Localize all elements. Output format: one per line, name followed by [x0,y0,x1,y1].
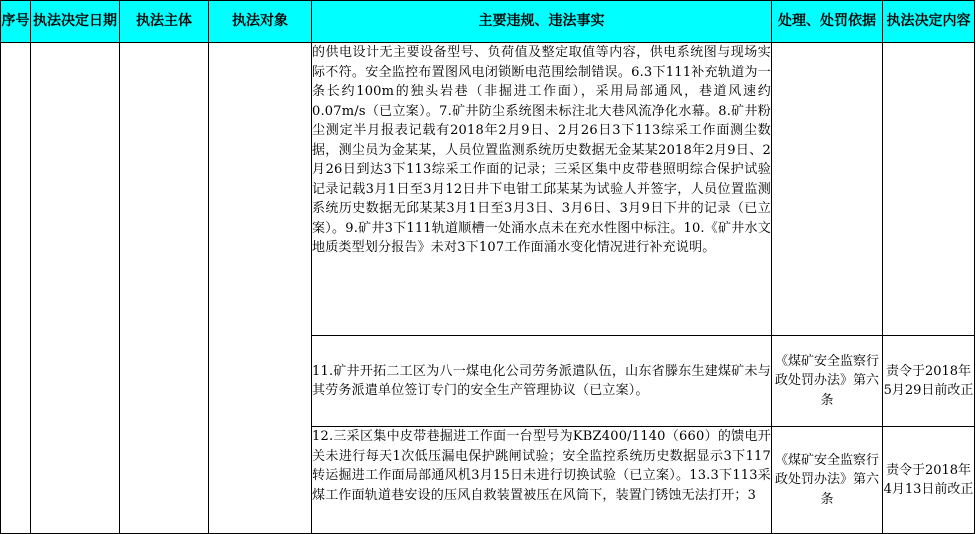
cell-result: 责令于2018年4月13日前改正 [883,427,975,534]
cell-facts: 的供电设计无主要设备型号、负荷值及整定取值等内容，供电系统图与现场实际不符。安全监控布置图风电闭锁断电范围绘制错误。6.3下111补充轨道为一条长约100m的独头岩巷（非掘进工作面），采用局部通风，巷道风速约0.07m/s（已立案）。7.矿井防尘系统图未标注北大巷风流净化水幕。8.矿井粉尘测定半月报表记载有2018年2月9日、2月26日3下113综采工作面测尘数据，测尘员为金某某，人员位置监测系统历史数据无金某某2018年2月9日、2月26日到达3下113综采工作面的记录；三采区集中皮带巷照明综合保护试验记录记载3月1日至3月12日井下电钳工邱某某为试验人并签字，人员位置监测系统历史数据无邱某某3月1日至3月3日、3月6日、3月9日下井的记录（已立案）。9.矿井3下111轨道顺槽一处涌水点未在充水性图中标注。10.《矿井水文地质类型划分报告》未对3下107工作面涌水变化情况进行补充说明。 [312,43,772,336]
cell-basis: 《煤矿安全监察行政处罚办法》第六条 [772,336,883,427]
cell-basis: 《煤矿安全监察行政处罚办法》第六条 [772,427,883,534]
cell-seq [1,43,31,534]
header-seq: 序号 [1,1,31,43]
header-row [1,1,975,43]
cell-facts: 12.三采区集中皮带巷掘进工作面一台型号为KBZ400/1140（660）的馈电开关未进行每天1次低压漏电保护跳闸试验；安全监控系统历史数据显示3下117转运掘进工作面局部通风机3月15日未进行切换试验（已立案）。13.3下113采煤工作面轨道巷安设的压风自救装置被压在风筒下，装置门锈蚀无法打开；3 [312,427,772,534]
cell-subject [120,43,209,534]
cell-date [31,43,120,534]
table-row [1,43,975,336]
header-result: 执法决定内容 [883,1,975,43]
header-basis: 处理、处罚依据 [772,1,883,43]
cell-facts: 11.矿井开拓二工区为八一煤电化公司劳务派遣队伍，山东省滕东生建煤矿未与其劳务派遣单位签订专门的安全生产管理协议（已立案）。 [312,336,772,427]
header-date: 执法决定日期 [31,1,120,43]
cell-basis [772,43,883,336]
header-object: 执法对象 [209,1,312,43]
cell-object [209,43,312,534]
header-subject: 执法主体 [120,1,209,43]
cell-result [883,43,975,336]
cell-result: 责令于2018年5月29日前改正 [883,336,975,427]
header-facts: 主要违规、违法事实 [312,1,772,43]
